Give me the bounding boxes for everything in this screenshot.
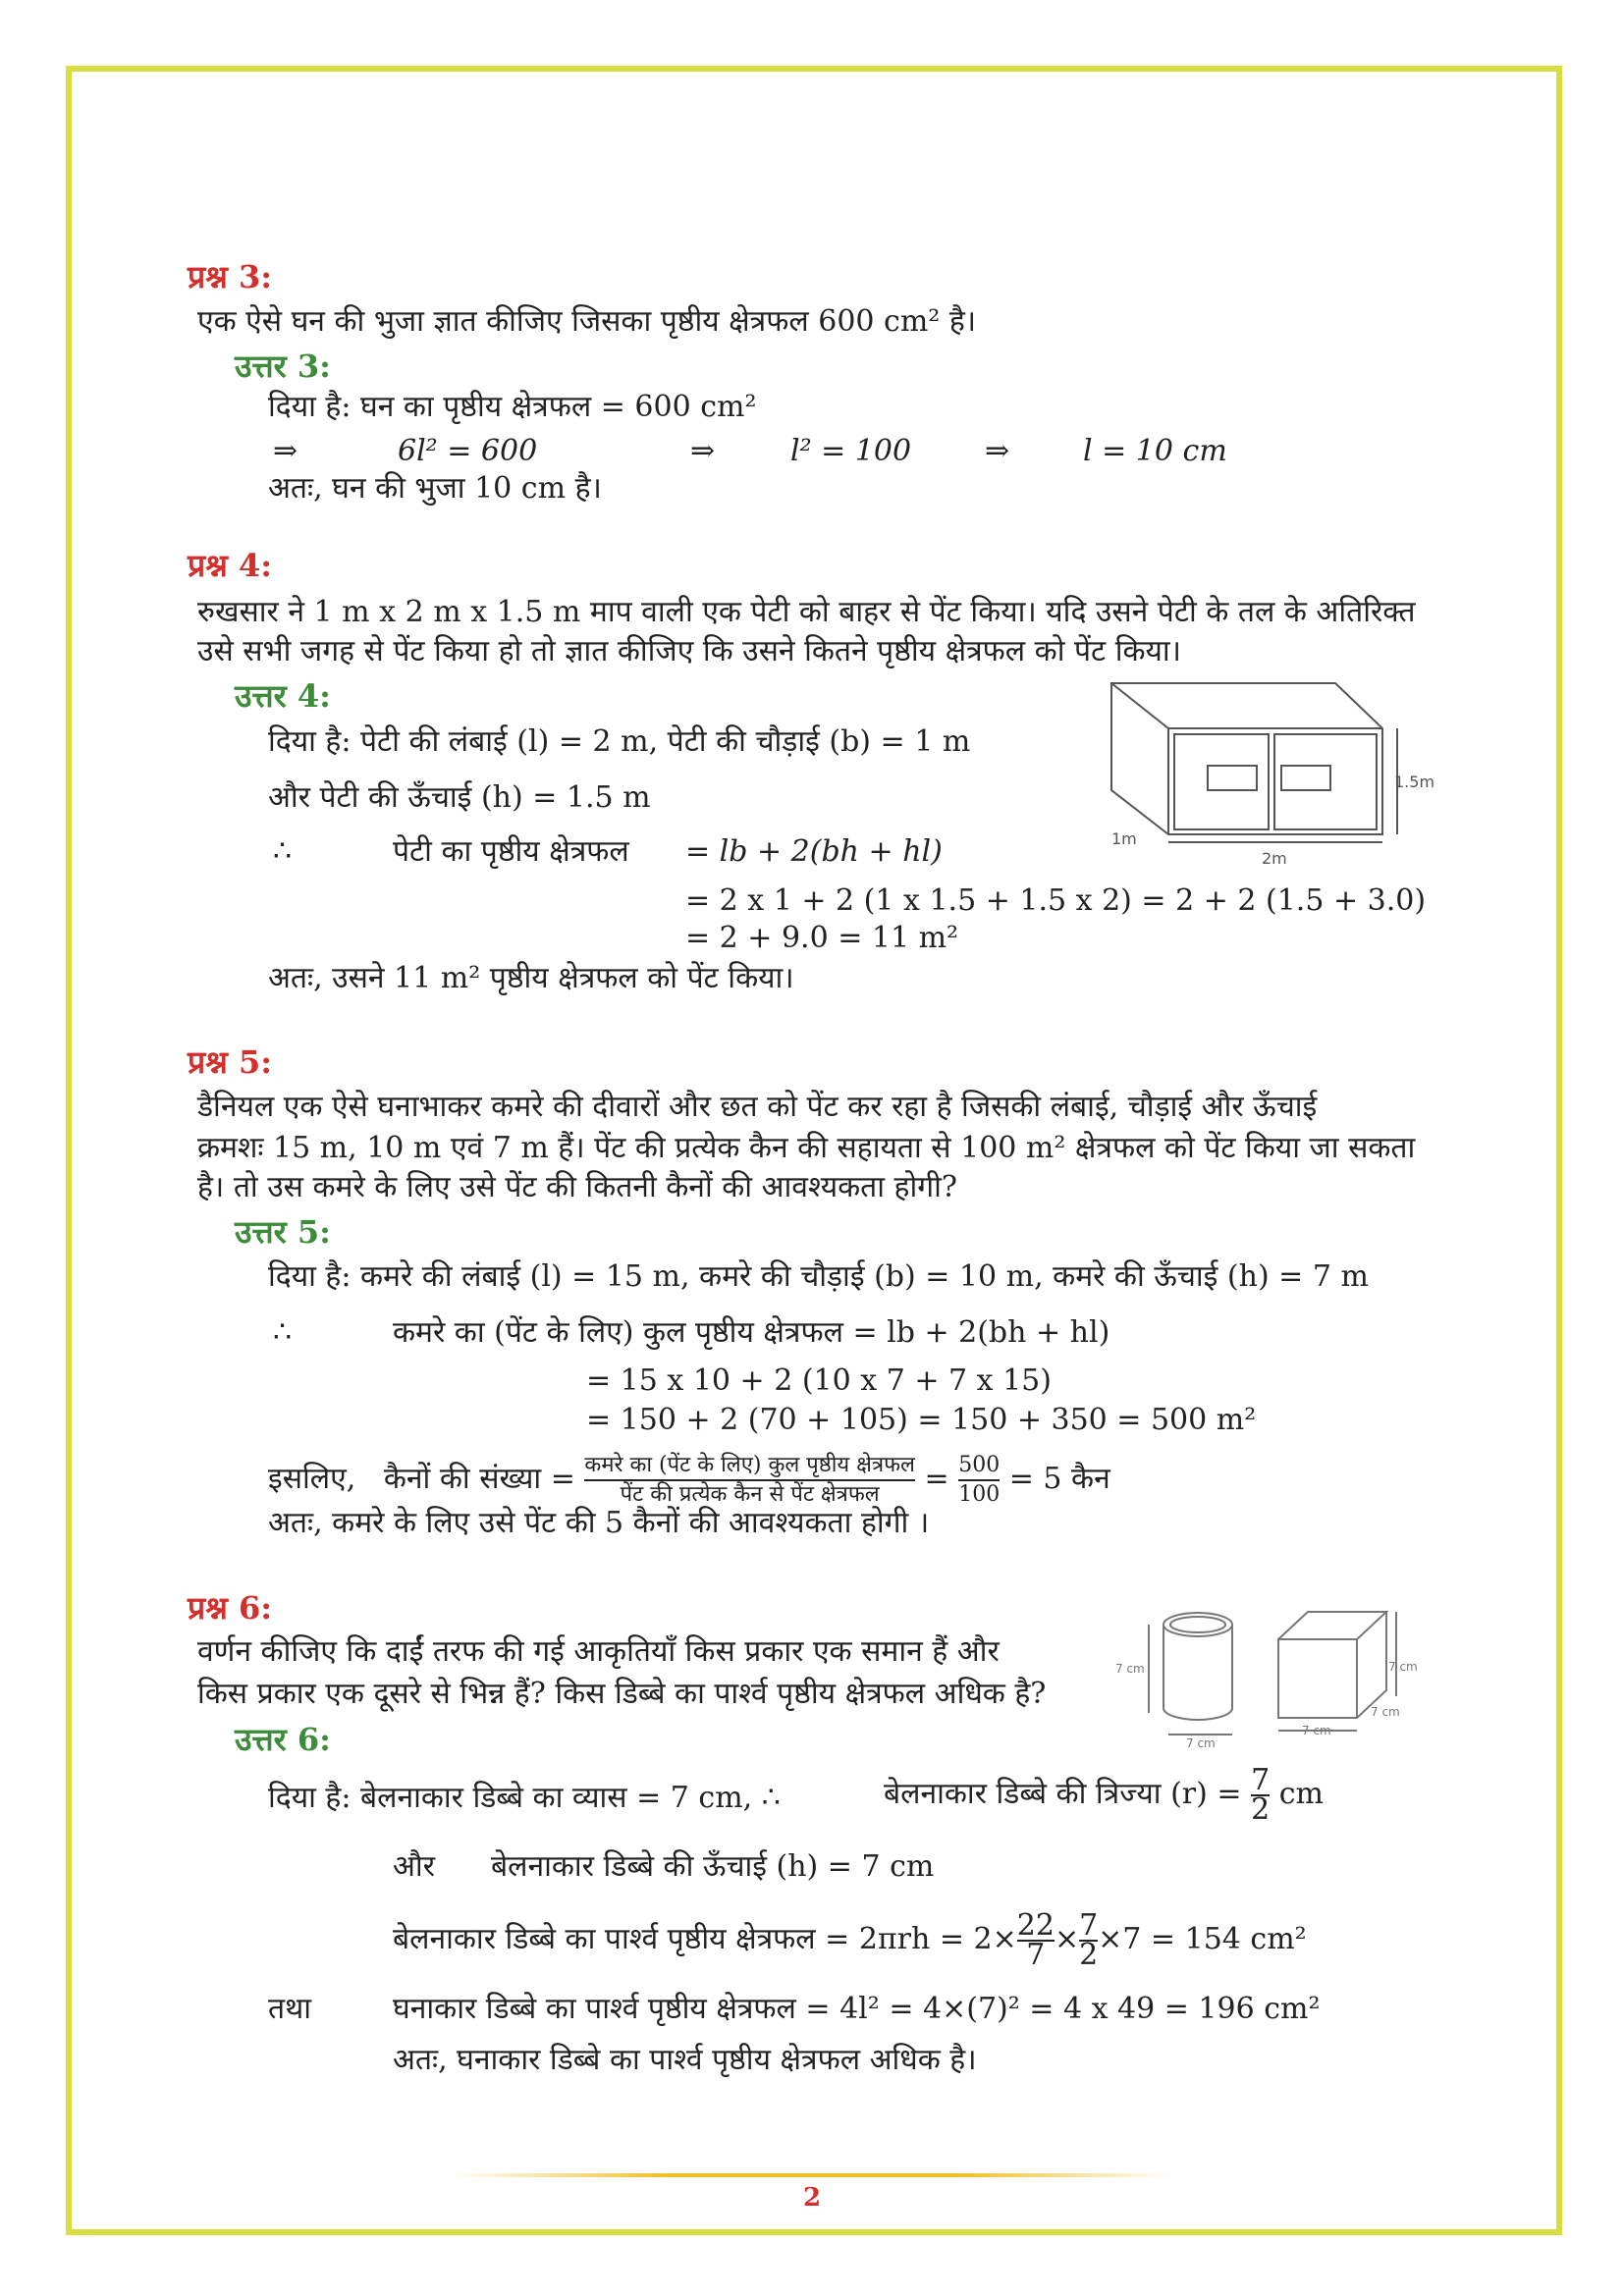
- cylinder-area-result: ×7 = 154 cm²: [1098, 1922, 1307, 1956]
- box-figure: [1100, 677, 1435, 874]
- denominator: 100: [958, 1482, 1001, 1507]
- answer-3-label: उत्तर 3:: [235, 347, 331, 385]
- fraction: [958, 1452, 1000, 1509]
- page-number: 2: [803, 2183, 822, 2213]
- answer-4-given: दिया है: पेटी की लंबाई (l) = 2 m, पेटी की चौड़ाई (b) = 1 m: [268, 724, 971, 759]
- cylinder-cube-figure: [1109, 1600, 1434, 1750]
- cylinder-height-label: 7 cm: [1115, 1662, 1145, 1676]
- numerator: 22: [1016, 1908, 1055, 1943]
- question-4-label: प्रश्न 4:: [188, 547, 273, 584]
- question-6-text: किस प्रकार एक दूसरे से भिन्न हैं? किस डिब्बे का पार्श्व पृष्ठीय क्षेत्रफल अधिक है?: [197, 1677, 1047, 1711]
- answer-4-given: और पेटी की ऊँचाई (h) = 1.5 m: [268, 780, 651, 815]
- radius-label: बेलनाकार डिब्बे की त्रिज्या (r) =: [884, 1777, 1242, 1811]
- cube-width-label: 7 cm: [1302, 1724, 1331, 1737]
- cylinder-area-equation: [393, 1908, 1307, 1972]
- height-label: 1.5m: [1394, 773, 1435, 791]
- fraction: [584, 1452, 915, 1509]
- calculation: = 15 x 10 + 2 (10 x 7 + 7 x 15): [586, 1363, 1052, 1398]
- equation: l = 10 cm: [1083, 434, 1227, 468]
- footer-divider: [454, 2173, 1172, 2177]
- cube-height-label: 7 cm: [1388, 1660, 1418, 1674]
- cans-equation: [268, 1452, 1110, 1509]
- numerator: कमरे का (पेंट के लिए) कुल पृष्ठीय क्षेत्रफल: [584, 1452, 915, 1481]
- cube-depth-label: 7 cm: [1371, 1705, 1400, 1719]
- denominator: पेंट की प्रत्येक कैन से पेंट क्षेत्रफल: [620, 1482, 880, 1507]
- therefore-symbol: ∴: [273, 1315, 293, 1350]
- calculation: = 2 + 9.0 = 11 m²: [685, 921, 959, 955]
- cylinder-height: बेलनाकार डिब्बे की ऊँचाई (h) = 7 cm: [491, 1849, 935, 1884]
- answer-6-label: उत्तर 6:: [235, 1721, 331, 1758]
- area-label: पेटी का पृष्ठीय क्षेत्रफल: [393, 834, 629, 869]
- denominator: 7: [1026, 1938, 1046, 1972]
- hence-label: इसलिए,: [268, 1462, 356, 1496]
- question-5-text: डैनियल एक ऐसे घनाभाकर कमरे की दीवारों और छत को पेंट कर रहा है जिसकी लंबाई, चौड़ाई और ऊँचाई: [197, 1090, 1318, 1124]
- answer-5-label: उत्तर 5:: [235, 1213, 331, 1251]
- equation: l² = 100: [790, 434, 912, 468]
- tatha-label: तथा: [268, 1992, 312, 2026]
- answer-3-conclusion: अतः, घन की भुजा 10 cm है।: [268, 471, 602, 506]
- question-4-text: उसे सभी जगह से पेंट किया हो तो ज्ञात कीजिए कि उसने कितने पृष्ठीय क्षेत्रफल को पेंट किया।: [197, 634, 1182, 668]
- numerator: 7: [1079, 1908, 1099, 1943]
- calculation: = 150 + 2 (70 + 105) = 150 + 350 = 500 m²: [586, 1403, 1257, 1437]
- denominator: 2: [1079, 1938, 1099, 1972]
- implies-symbol: ⇒: [690, 434, 716, 468]
- result: = 5 कैन: [1008, 1462, 1110, 1496]
- numerator: 7: [1251, 1763, 1271, 1797]
- area-label: कमरे का (पेंट के लिए) कुल पृष्ठीय क्षेत्रफल = lb + 2(bh + hl): [393, 1315, 1110, 1350]
- width-label: 2m: [1262, 849, 1287, 868]
- question-3-label: प्रश्न 3:: [188, 258, 273, 295]
- cans-label: कैनों की संख्या =: [383, 1462, 575, 1496]
- answer-5-given: दिया है: कमरे की लंबाई (l) = 15 m, कमरे की चौड़ाई (b) = 10 m, कमरे की ऊँचाई (h) = 7 m: [268, 1259, 1369, 1294]
- equals: =: [924, 1462, 949, 1496]
- times: ×: [1054, 1922, 1080, 1956]
- fraction: [1016, 1908, 1055, 1972]
- question-3-text: एक ऐसे घन की भुजा ज्ञात कीजिए जिसका पृष्ठीय क्षेत्रफल 600 cm² है।: [197, 304, 977, 339]
- depth-label: 1m: [1111, 829, 1137, 848]
- radius-equation: [884, 1763, 1324, 1827]
- implies-symbol: ⇒: [273, 434, 298, 468]
- question-5-text: क्रमशः 15 m, 10 m एवं 7 m हैं। पेंट की प्रत्येक कैन की सहायता से 100 m² क्षेत्रफल को पेंट किया जा सकता: [197, 1131, 1416, 1165]
- question-6-label: प्रश्न 6:: [188, 1589, 273, 1627]
- fraction: [1251, 1763, 1271, 1827]
- cube-area-equation: घनाकार डिब्बे का पार्श्व पृष्ठीय क्षेत्रफल = 4l² = 4×(7)² = 4 x 49 = 196 cm²: [393, 1992, 1321, 2026]
- cylinder-diameter-label: 7 cm: [1186, 1736, 1216, 1750]
- question-4-text: रुखसार ने 1 m x 2 m x 1.5 m माप वाली एक पेटी को बाहर से पेंट किया। यदि उसने पेटी के तल के अतिरिक्त: [197, 595, 1416, 629]
- fraction: [1079, 1908, 1099, 1972]
- formula: = lb + 2(bh + hl): [685, 834, 943, 869]
- answer-3-given: दिया है: घन का पृष्ठीय क्षेत्रफल = 600 cm²: [268, 390, 757, 424]
- question-5-text: है। तो उस कमरे के लिए उसे पेंट की कितनी कैनों की आवश्यकता होगी?: [197, 1170, 957, 1204]
- question-6-text: वर्णन कीजिए कि दाईं तरफ की गई आकृतियाँ किस प्रकार एक समान हैं और: [197, 1634, 1000, 1669]
- implies-symbol: ⇒: [985, 434, 1010, 468]
- answer-6-conclusion: अतः, घनाकार डिब्बे का पार्श्व पृष्ठीय क्षेत्रफल अधिक है।: [393, 2043, 977, 2077]
- answer-6-given: दिया है: बेलनाकार डिब्बे का व्यास = 7 cm, ∴: [268, 1781, 781, 1815]
- therefore-symbol: ∴: [273, 834, 293, 869]
- numerator: 500: [958, 1452, 1000, 1481]
- calculation: = 2 x 1 + 2 (1 x 1.5 + 1.5 x 2) = 2 + 2 (1.5 + 3.0): [685, 883, 1427, 918]
- denominator: 2: [1251, 1792, 1271, 1827]
- equation: 6l² = 600: [398, 434, 538, 468]
- question-5-label: प्रश्न 5:: [188, 1043, 273, 1081]
- answer-4-conclusion: अतः, उसने 11 m² पृष्ठीय क्षेत्रफल को पेंट किया।: [268, 961, 794, 995]
- and-label: और: [393, 1849, 435, 1884]
- answer-4-label: उत्तर 4:: [235, 677, 331, 715]
- unit: cm: [1278, 1777, 1324, 1811]
- answer-5-conclusion: अतः, कमरे के लिए उसे पेंट की 5 कैनों की आवश्यकता होगी ।: [268, 1506, 930, 1540]
- cylinder-area-label: बेलनाकार डिब्बे का पार्श्व पृष्ठीय क्षेत्रफल = 2πrh = 2×: [393, 1922, 1017, 1956]
